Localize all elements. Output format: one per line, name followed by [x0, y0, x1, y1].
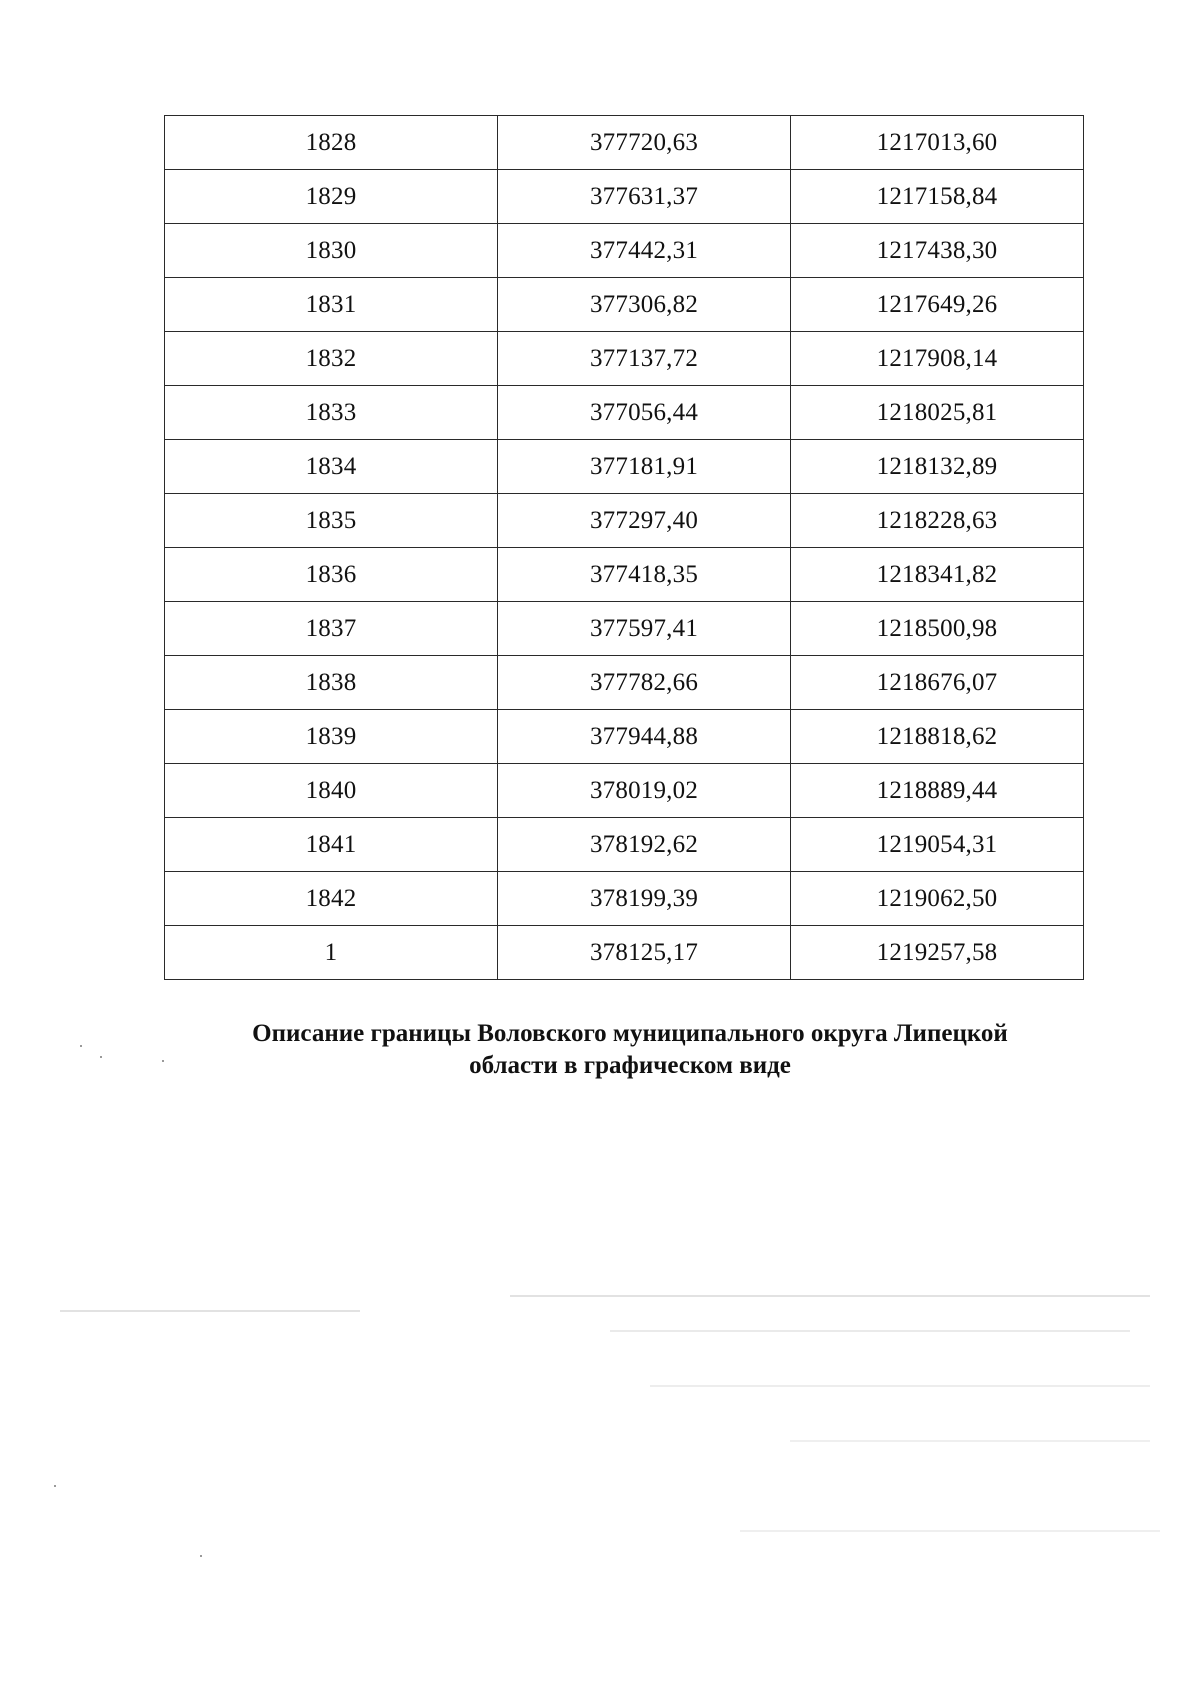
table-row	[165, 224, 1084, 278]
x-coordinate-cell: 377297,40	[498, 494, 791, 548]
section-heading-line-2: области в графическом виде	[469, 1052, 791, 1079]
scan-dot	[80, 1045, 82, 1047]
table-row	[165, 440, 1084, 494]
y-coordinate-cell: 1218341,82	[791, 548, 1084, 602]
y-coordinate-cell: 1218889,44	[791, 764, 1084, 818]
coordinates-table-body	[165, 116, 1084, 980]
y-coordinate-cell: 1219257,58	[791, 926, 1084, 980]
point-number-cell: 1838	[165, 656, 498, 710]
table-row	[165, 278, 1084, 332]
x-coordinate-cell: 377597,41	[498, 602, 791, 656]
point-number-cell: 1	[165, 926, 498, 980]
x-coordinate-cell: 378192,62	[498, 818, 791, 872]
point-number-cell: 1828	[165, 116, 498, 170]
point-number-cell: 1833	[165, 386, 498, 440]
point-number-cell: 1835	[165, 494, 498, 548]
scan-streak	[510, 1295, 1150, 1297]
x-coordinate-cell: 377782,66	[498, 656, 791, 710]
point-number-cell: 1840	[165, 764, 498, 818]
scan-streak	[610, 1330, 1130, 1332]
point-number-cell: 1837	[165, 602, 498, 656]
y-coordinate-cell: 1218228,63	[791, 494, 1084, 548]
point-number-cell: 1830	[165, 224, 498, 278]
table-row	[165, 764, 1084, 818]
y-coordinate-cell: 1217908,14	[791, 332, 1084, 386]
point-number-cell: 1836	[165, 548, 498, 602]
x-coordinate-cell: 378199,39	[498, 872, 791, 926]
scan-dot	[100, 1056, 102, 1058]
scan-streak	[650, 1385, 1150, 1387]
x-coordinate-cell: 377137,72	[498, 332, 791, 386]
x-coordinate-cell: 377631,37	[498, 170, 791, 224]
y-coordinate-cell: 1219054,31	[791, 818, 1084, 872]
y-coordinate-cell: 1217013,60	[791, 116, 1084, 170]
table-row	[165, 818, 1084, 872]
table-row	[165, 710, 1084, 764]
point-number-cell: 1842	[165, 872, 498, 926]
table-row	[165, 170, 1084, 224]
y-coordinate-cell: 1218500,98	[791, 602, 1084, 656]
y-coordinate-cell: 1217158,84	[791, 170, 1084, 224]
x-coordinate-cell: 377306,82	[498, 278, 791, 332]
y-coordinate-cell: 1218818,62	[791, 710, 1084, 764]
x-coordinate-cell: 377418,35	[498, 548, 791, 602]
table-row	[165, 386, 1084, 440]
table-row	[165, 494, 1084, 548]
x-coordinate-cell: 378019,02	[498, 764, 791, 818]
y-coordinate-cell: 1217649,26	[791, 278, 1084, 332]
x-coordinate-cell: 377720,63	[498, 116, 791, 170]
y-coordinate-cell: 1219062,50	[791, 872, 1084, 926]
coordinates-table	[164, 115, 1084, 980]
scan-streak	[790, 1440, 1150, 1442]
y-coordinate-cell: 1218676,07	[791, 656, 1084, 710]
table-row	[165, 602, 1084, 656]
table-row	[165, 116, 1084, 170]
y-coordinate-cell: 1217438,30	[791, 224, 1084, 278]
y-coordinate-cell: 1218025,81	[791, 386, 1084, 440]
point-number-cell: 1831	[165, 278, 498, 332]
x-coordinate-cell: 377056,44	[498, 386, 791, 440]
y-coordinate-cell: 1218132,89	[791, 440, 1084, 494]
section-heading	[170, 1018, 1090, 1082]
point-number-cell: 1841	[165, 818, 498, 872]
table-row	[165, 656, 1084, 710]
point-number-cell: 1839	[165, 710, 498, 764]
point-number-cell: 1834	[165, 440, 498, 494]
scan-dot	[200, 1555, 202, 1557]
x-coordinate-cell: 377944,88	[498, 710, 791, 764]
section-heading-line-1: Описание границы Воловского муниципального округа Липецкой	[252, 1020, 1008, 1047]
table-row	[165, 332, 1084, 386]
x-coordinate-cell: 378125,17	[498, 926, 791, 980]
x-coordinate-cell: 377442,31	[498, 224, 791, 278]
scan-dot	[54, 1485, 56, 1487]
x-coordinate-cell: 377181,91	[498, 440, 791, 494]
table-row	[165, 926, 1084, 980]
point-number-cell: 1832	[165, 332, 498, 386]
table-row	[165, 548, 1084, 602]
scan-streak	[740, 1530, 1160, 1532]
point-number-cell: 1829	[165, 170, 498, 224]
scan-dot	[162, 1060, 164, 1062]
scan-artifacts	[50, 1290, 1170, 1550]
scan-streak	[60, 1310, 360, 1312]
table-row	[165, 872, 1084, 926]
